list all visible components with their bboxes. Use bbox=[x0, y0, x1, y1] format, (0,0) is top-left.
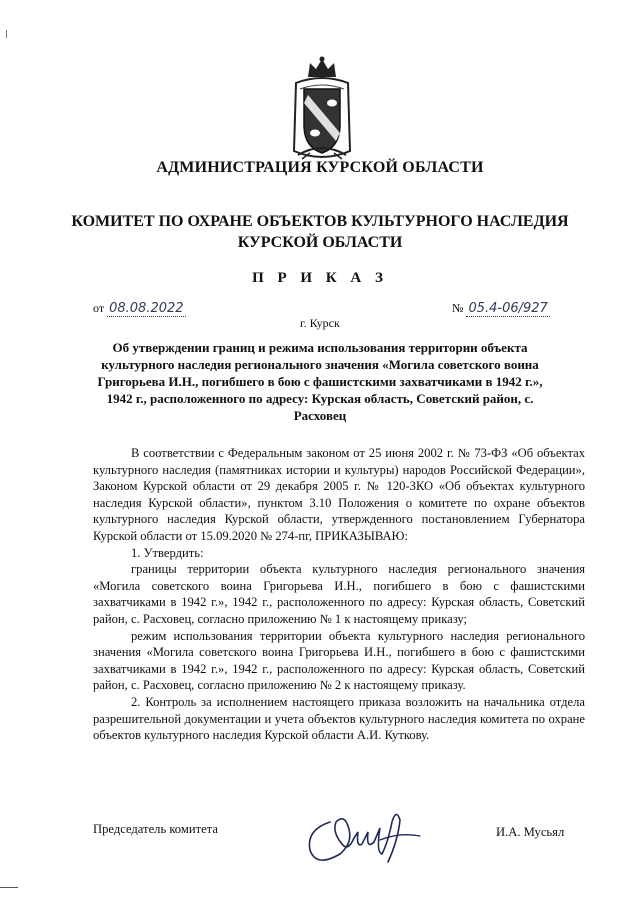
handwritten-signature bbox=[296, 792, 426, 872]
signatory-position: Председатель комитета bbox=[93, 822, 218, 836]
margin-mark-top bbox=[6, 30, 7, 38]
date-value: 08.08.2022 bbox=[109, 301, 184, 316]
body-paragraph: режим использования территории объекта культурного наследия регионального значения «Могила советского воина Григорьева И.Н., погибшего в бою с фашистскими захватчиками в 1942 г.», 1942 г., расположенного по адресу: Курская область, Советский район, с. Расховец, согласно приложению № 2 к настоящему приказу. bbox=[93, 628, 585, 693]
body-paragraph: В соответствии с Федеральным законом от 25 июня 2002 г. № 73-ФЗ «Об объектах культурного наследия (памятниках истории и культуры) народов Российской Федерации», Законом Курской области от 29 декабря 2005 г. № 120-ЗКО «Об объектах культурного наследия Курской области», пунктом 3.10 Положения о комитете по охране объектов культурного наследия Курской области, утвержденного постановлением Губернатора Курской области от 15.09.2020 № 274-пг, ПРИКАЗЫВАЮ: bbox=[93, 446, 585, 543]
date-row bbox=[93, 301, 186, 316]
number-label: № bbox=[452, 301, 464, 315]
number-row bbox=[452, 301, 550, 316]
committee-title bbox=[60, 211, 580, 253]
coat-of-arms-icon bbox=[290, 55, 354, 165]
body-paragraph: 1. Утвердить: bbox=[131, 545, 204, 560]
committee-title-line1: КОМИТЕТ ПО ОХРАНЕ ОБЪЕКТОВ КУЛЬТУРНОГО НАСЛЕДИЯ bbox=[71, 213, 569, 230]
signatory-name: И.А. Мусьял bbox=[496, 825, 565, 839]
administration-title: АДМИНИСТРАЦИЯ КУРСКОЙ ОБЛАСТИ bbox=[156, 159, 484, 176]
committee-title-line2: КУРСКОЙ ОБЛАСТИ bbox=[237, 234, 403, 251]
body-paragraph: 2. Контроль за исполнением настоящего приказа возложить на начальника отдела разрешительной документации и учета объектов культурного наследия комитета по охране объектов культурного наследия Курской области А.И. Куткову. bbox=[93, 694, 585, 743]
date-label: от bbox=[93, 301, 105, 315]
body-paragraph: границы территории объекта культурного наследия регионального значения «Могила советского воина Григорьева И.Н., погибшего в бою с фашистскими захватчиками в 1942 г.», 1942 г., расположенного по адресу: Курская область, Советский район, с. Расховец, согласно приложению № 1 к настоящему приказу; bbox=[93, 562, 585, 626]
order-body bbox=[93, 445, 585, 744]
margin-mark-bottom bbox=[0, 887, 18, 888]
order-subject: Об утверждении границ и режима использования территории объекта культурного наследия регионального значения «Могила советского воина Григорьева И.Н., погибшего в бою с фашистскими захватчиками в 1942 г.», 1942 г., расположенного по адресу: Курская область, Советский район, с. Расховец bbox=[97, 340, 543, 423]
city-label: г. Курск bbox=[300, 316, 340, 330]
number-value: 05.4-06/927 bbox=[468, 301, 548, 316]
document-type: П Р И К А З bbox=[252, 270, 388, 286]
